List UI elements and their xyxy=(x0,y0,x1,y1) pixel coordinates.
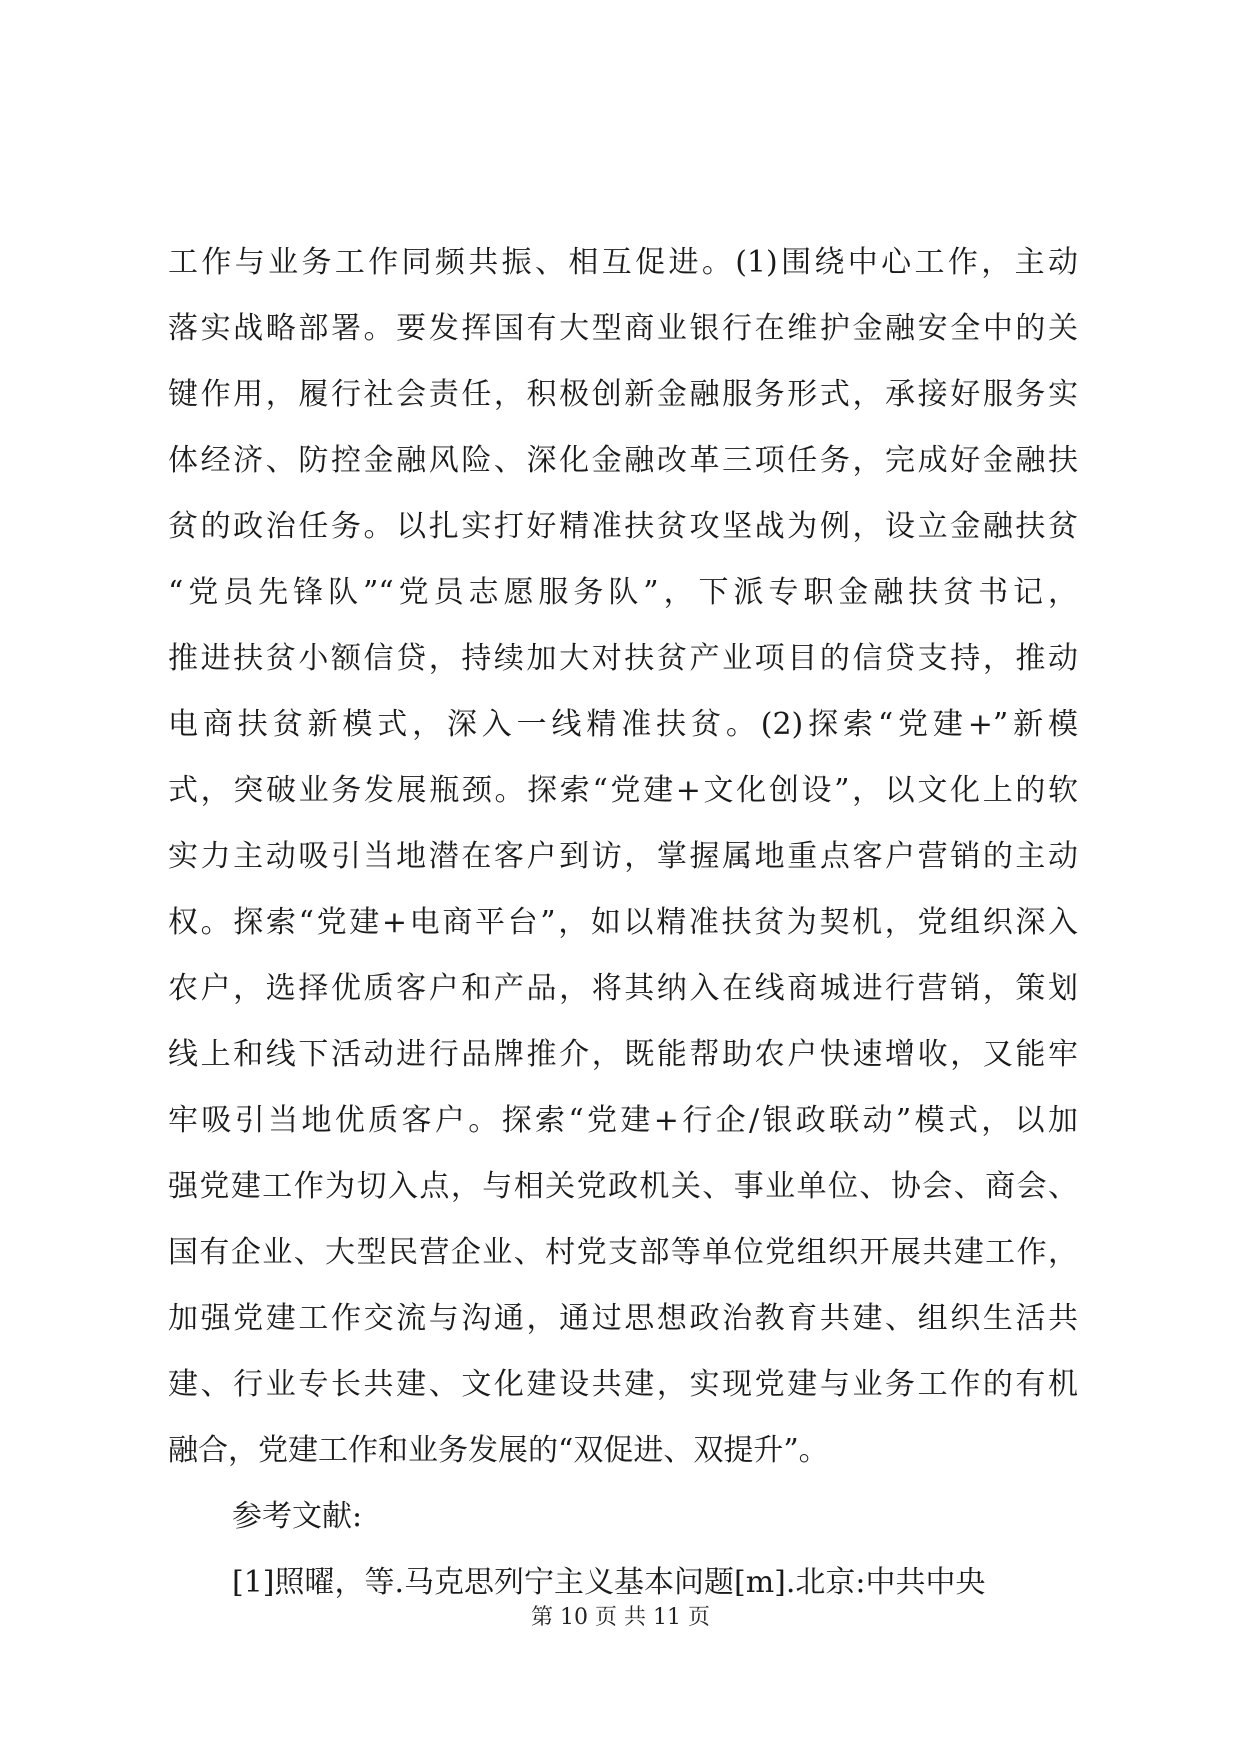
paragraph-line: 权。探索“党建+电商平台”，如以精准扶贫为契机，党组织深入 xyxy=(168,905,1078,940)
paragraph-line: “党员先锋队”“党员志愿服务队”，下派专职金融扶贫书记， xyxy=(168,575,1078,610)
paragraph-line: 推进扶贫小额信贷，持续加大对扶贫产业项目的信贷支持，推动 xyxy=(168,641,1078,676)
paragraph-line: 式，突破业务发展瓶颈。探索“党建+文化创设”，以文化上的软 xyxy=(168,773,1078,808)
reference-item: [1]照曜，等.马克思列宁主义基本问题[m].北京:中共中央 xyxy=(232,1565,986,1600)
paragraph-line: 键作用，履行社会责任，积极创新金融服务形式，承接好服务实 xyxy=(168,377,1078,412)
paragraph-line: 体经济、防控金融风险、深化金融改革三项任务，完成好金融扶 xyxy=(168,443,1078,478)
paragraph-line: 建、行业专长共建、文化建设共建，实现党建与业务工作的有机 xyxy=(168,1367,1078,1402)
references-heading: 参考文献: xyxy=(232,1499,363,1534)
paragraph-line: 电商扶贫新模式，深入一线精准扶贫。(2)探索“党建+”新模 xyxy=(168,707,1078,742)
paragraph-line: 牢吸引当地优质客户。探索“党建+行企/银政联动”模式，以加 xyxy=(168,1103,1078,1138)
paragraph-line: 加强党建工作交流与沟通，通过思想政治教育共建、组织生活共 xyxy=(168,1301,1078,1336)
paragraph-line: 农户，选择优质客户和产品，将其纳入在线商城进行营销，策划 xyxy=(168,971,1078,1006)
paragraph-line: 实力主动吸引当地潜在客户到访，掌握属地重点客户营销的主动 xyxy=(168,839,1078,874)
paragraph-line: 国有企业、大型民营企业、村党支部等单位党组织开展共建工作， xyxy=(168,1235,1078,1270)
paragraph-line: 强党建工作为切入点，与相关党政机关、事业单位、协会、商会、 xyxy=(168,1169,1078,1204)
paragraph-line: 工作与业务工作同频共振、相互促进。(1)围绕中心工作，主动 xyxy=(168,245,1078,280)
paragraph-line: 线上和线下活动进行品牌推介，既能帮助农户快速增收，又能牢 xyxy=(168,1037,1078,1072)
paragraph-line: 融合，党建工作和业务发展的“双促进、双提升”。 xyxy=(168,1433,829,1468)
paragraph-line: 贫的政治任务。以扎实打好精准扶贫攻坚战为例，设立金融扶贫 xyxy=(168,509,1078,544)
page-number-footer: 第 10 页 共 11 页 xyxy=(531,1605,710,1630)
document-body xyxy=(168,230,1078,1616)
paragraph-line: 落实战略部署。要发挥国有大型商业银行在维护金融安全中的关 xyxy=(168,311,1078,346)
